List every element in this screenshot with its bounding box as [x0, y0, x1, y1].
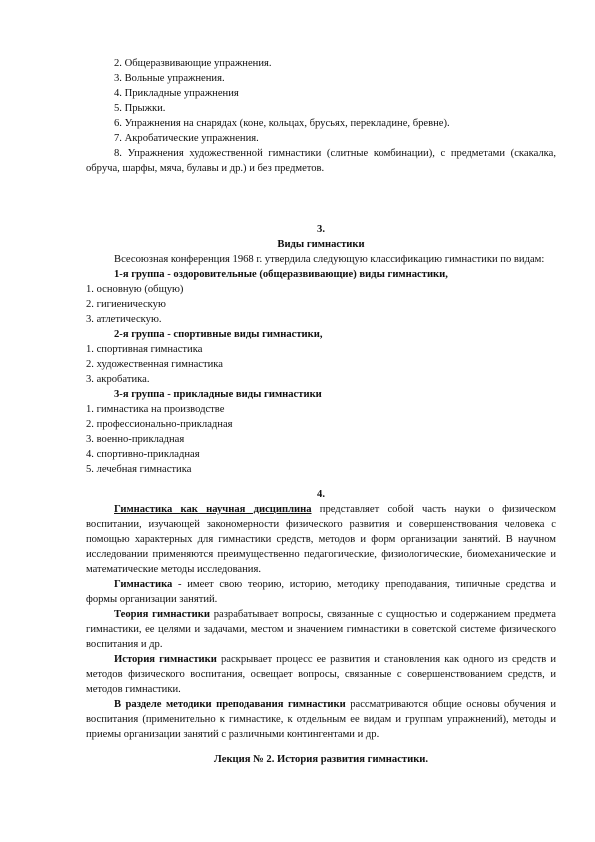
section-number: 4.	[317, 489, 325, 500]
list-item: 3. Вольные упражнения.	[114, 73, 225, 84]
lecture-heading	[86, 752, 556, 767]
list-item: 3. акробатика.	[86, 374, 150, 385]
list-item: 4. Прикладные упражнения	[114, 88, 239, 99]
list-item: 3. военно-прикладная	[86, 434, 185, 445]
paragraph: Теория гимнастики разрабатывает вопросы, связанные с сущностью и содержанием предмета гимнастики, ее целями и задачами, местом и значением гимнастики в советской системе физического воспитания и др.	[86, 609, 556, 650]
list-item: 7. Акробатические упражнения.	[114, 133, 259, 144]
list-item: 4. спортивно-прикладная	[86, 449, 200, 460]
list-item: 3. атлетическую.	[86, 314, 162, 325]
group-heading: 2-я группа - спортивные виды гимнастики,	[114, 329, 323, 340]
list-item: 1. спортивная гимнастика	[86, 344, 203, 355]
paragraph: Гимнастика как научная дисциплина представляет собой часть науки о физическом воспитании, изучающей закономерности физического развития и совершенствования человека с помощью характерных для гимнастики средств, методов и форм организации занятий. В научном исследовании применяются преимущественно педагогические, физиологические, биомеханические и математические методы исследования.	[86, 504, 556, 575]
section-title: Виды гимнастики	[277, 239, 365, 250]
paragraph: История гимнастики раскрывает процесс ее развития и становления как одного из средств и методов физического воспитания, освещает вопросы, связанные с совершенствованием средств, и методов гимнастики.	[86, 654, 556, 695]
lecture-title: Лекция № 2. История развития гимнастики.	[213, 754, 429, 765]
list-item: 2. профессионально-прикладная	[86, 419, 233, 430]
paragraph: Гимнастика - имеет свою теорию, историю, методику преподавания, типичные средства и формы организации занятий.	[86, 579, 556, 605]
list-item: 1. основную (общую)	[86, 284, 184, 295]
list-item: 2. художественная гимнастика	[86, 359, 223, 370]
list-item: 5. Прыжки.	[114, 103, 166, 114]
section-intro: Всесоюзная конференция 1968 г. утвердила следующую классификацию гимнастики по видам:	[114, 254, 545, 265]
section-number: 3.	[317, 224, 325, 235]
section-3	[86, 222, 556, 477]
list-item: 5. лечебная гимнастика	[86, 464, 192, 475]
group-heading: 3-я группа - прикладные виды гимнастики	[114, 389, 322, 400]
list-item: 8. Упражнения художественной гимнастики (слитные комбинации), с предметами (скакалка, обруча, шарфы, мяча, булавы и др.) и без предметов.	[86, 148, 556, 174]
list-item: 6. Упражнения на снарядах (коне, кольцах, брусьях, перекладине, бревне).	[114, 118, 450, 129]
list-item: 2. гигиеническую	[86, 299, 166, 310]
list-item: 1. гимнастика на производстве	[86, 404, 225, 415]
list-item: 2. Общеразвивающие упражнения.	[114, 58, 272, 69]
section-4	[86, 487, 556, 742]
group-heading: 1-я группа - оздоровительные (общеразвивающие) виды гимнастики,	[114, 269, 448, 280]
paragraph: В разделе методики преподавания гимнастики рассматриваются общие основы обучения и воспитания (применительно к гимнастике, к отдельным ее видам и группам упражнений), методы и приемы организации занятий с различными контингентами и др.	[86, 699, 556, 740]
exercise-list	[86, 56, 556, 176]
